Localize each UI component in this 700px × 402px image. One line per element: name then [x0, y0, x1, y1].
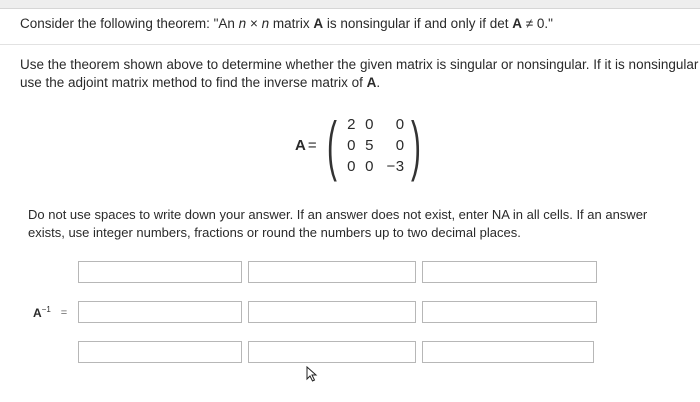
- matrix-entry: 2: [347, 115, 357, 133]
- answer-instructions: [28, 206, 700, 242]
- theorem-statement: Consider the following theorem: "An n × n matrix A is nonsingular if and only if det A ≠ 0.": [20, 16, 553, 31]
- answer-instruction-line-2: exists, use integer numbers, fractions or round the numbers up to two decimal places.: [28, 225, 521, 240]
- section-divider: [0, 44, 700, 45]
- right-paren: ): [410, 108, 421, 182]
- matrix-entry: 0: [347, 136, 357, 154]
- matrix-equals: =: [307, 136, 317, 154]
- matrix-entry: 0: [365, 157, 375, 175]
- answer-cell-r2-c1[interactable]: [78, 301, 242, 323]
- answer-cell-r1-c3[interactable]: [422, 261, 597, 283]
- answer-cell-r2-c3[interactable]: [422, 301, 597, 323]
- answer-cell-r1-c2[interactable]: [248, 261, 416, 283]
- answer-cell-r2-c2[interactable]: [248, 301, 416, 323]
- top-bar: [0, 0, 700, 9]
- inverse-label: [33, 305, 67, 320]
- matrix-entry: 5: [365, 136, 375, 154]
- matrix-entry: −3: [386, 157, 405, 175]
- left-paren: (: [326, 108, 337, 182]
- answer-cell-r3-c1[interactable]: [78, 341, 242, 363]
- answer-cell-r3-c3[interactable]: [422, 341, 594, 363]
- answer-cell-r3-c2[interactable]: [248, 341, 416, 363]
- mouse-pointer-icon: [306, 366, 320, 382]
- matrix-entry: 0: [395, 115, 405, 133]
- inverse-equals: =: [60, 306, 68, 319]
- answer-cell-r1-c1[interactable]: [78, 261, 242, 283]
- instructions: [20, 56, 700, 92]
- matrix-entry: 0: [347, 157, 357, 175]
- matrix-label: A: [295, 136, 306, 154]
- matrix-grid: [343, 114, 405, 177]
- matrix-entry: 0: [395, 136, 405, 154]
- inverse-symbol: $A^{-1}$: [33, 305, 51, 320]
- instruction-line-2: use the adjoint matrix method to find the inverse matrix of A.: [20, 75, 381, 90]
- answer-instruction-line-1: Do not use spaces to write down your answer. If an answer does not exist, enter NA in all cells. If an answer: [28, 207, 648, 222]
- matrix-a: [295, 108, 427, 182]
- instruction-line-1: Use the theorem shown above to determine whether the given matrix is singular or nonsingular. If it is nonsingular: [20, 57, 699, 72]
- matrix-entry: 0: [365, 115, 375, 133]
